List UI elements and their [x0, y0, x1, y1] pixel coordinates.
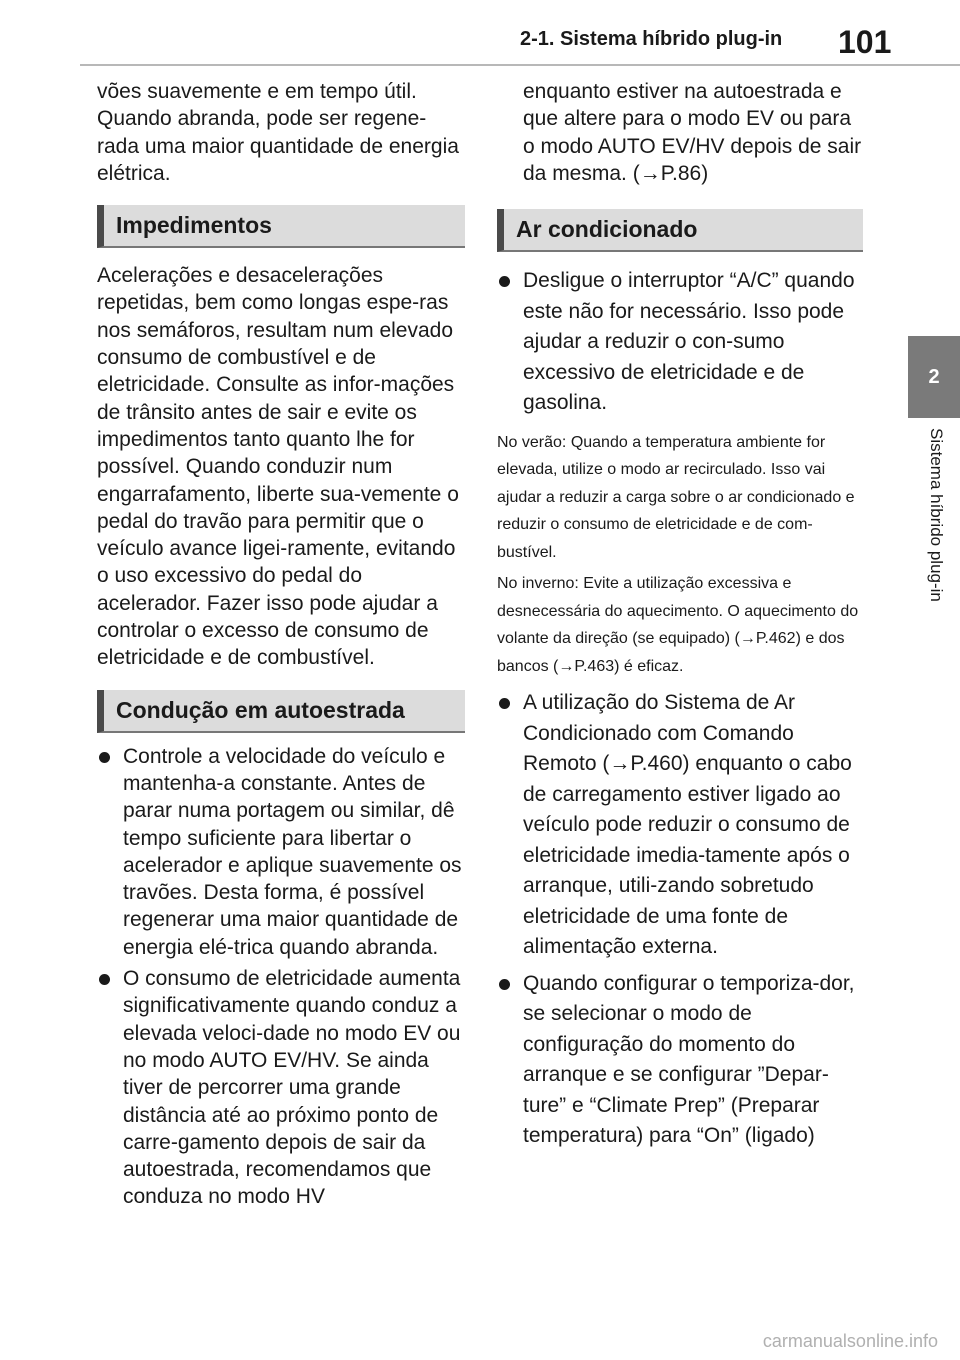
continuation-paragraph: enquanto estiver na autoestrada e que altere para o modo EV ou para o modo AUTO EV/HV depois de sair da mesma. (→P.86): [523, 80, 862, 185]
section-heading-impedimentos: Impedimentos: [97, 205, 465, 248]
chapter-tab-number[interactable]: 2: [908, 336, 960, 418]
note-winter: No inverno: Evite a utilização excessiva e desnecessária do aquecimento. O aquecimento do volante da direção (se equipado) (→P.462) e dos bancos (→P.463) é eficaz.: [497, 575, 859, 675]
left-column: [97, 78, 465, 1211]
watermark: carmanualsonline.info: [762, 1331, 938, 1351]
section-heading-ar-condicionado: Ar condicionado: [497, 209, 863, 252]
intro-paragraph: vões suavemente e em tempo útil. Quando abranda, pode ser regene-rada uma maior quantidade de energia elétrica.: [97, 80, 459, 185]
section-heading-autoestrada: Condução em autoestrada: [97, 690, 465, 733]
chapter-tab: [908, 420, 960, 680]
chapter-tab-label: Sistema híbrido plug-in: [927, 428, 946, 602]
bullet-timer: Quando configurar o temporiza-dor, se selecionar o modo de configuração do momento do arranque e se configurar ”Depar-ture” e “Climate Prep” (Preparar temperatura) para “On” (ligado): [497, 969, 863, 1152]
bullet-speed-control: Controle a velocidade do veículo e mantenha-a constante. Antes de parar numa portagem ou similar, dê tempo suficiente para libertar o acelerador e aplique suavemente os travões. Desta forma, é possível regenerar uma maior quantidade de energia elé-trica quando abranda.: [97, 743, 465, 961]
impedimentos-paragraph: Acelerações e desacelerações repetidas, bem como longas espe-ras nos semáforos, resultam num elevado consumo de combustível e de eletricidade. Consulte as infor-mações de trânsito antes de sair e evite os impedimentos tanto quanto lhe for possível. Quando conduzir num engarrafamento, liberte sua-vemente o pedal do travão para permitir que o veículo avance ligei-ramente, evitando o uso excessivo do pedal do acelerador. Fazer isso pode ajudar a controlar o excesso de consumo de eletricidade e de combustível.: [97, 264, 459, 670]
header-divider: [80, 64, 960, 66]
bullet-ac-switch: Desligue o interruptor “A/C” quando este não for necessário. Isso pode ajudar a reduzir o con-sumo excessivo de eletricidade e de gasolina.: [497, 266, 863, 419]
section-title: 2-1. Sistema híbrido plug-in: [520, 28, 783, 50]
page-number: 101: [838, 24, 892, 60]
right-column: [497, 78, 863, 1152]
bullet-high-speed-consumption: O consumo de eletricidade aumenta significativamente quando conduz a elevada veloci-dade no modo EV ou no modo AUTO EV/HV. Se ainda tiver de percorrer uma grande distância até ao próximo ponto de carre-gamento depois de sair da autoestrada, recomendamos que conduza no modo HV: [97, 965, 465, 1211]
bullet-remote-climate: A utilização do Sistema de Ar Condicionado com Comando Remoto (→P.460) enquanto o cabo de carregamento estiver ligado ao veículo pode reduzir o consumo de eletricidade imedia-tamente após o arranque, utili-zando sobretudo eletricidade de uma fonte de alimentação externa.: [497, 688, 863, 963]
note-summer: No verão: Quando a temperatura ambiente for elevada, utilize o modo ar recirculado. Isso vai ajudar a reduzir a carga sobre o ar condicionado e reduzir o consumo de eletricidade e de com-bustível.: [497, 433, 855, 561]
